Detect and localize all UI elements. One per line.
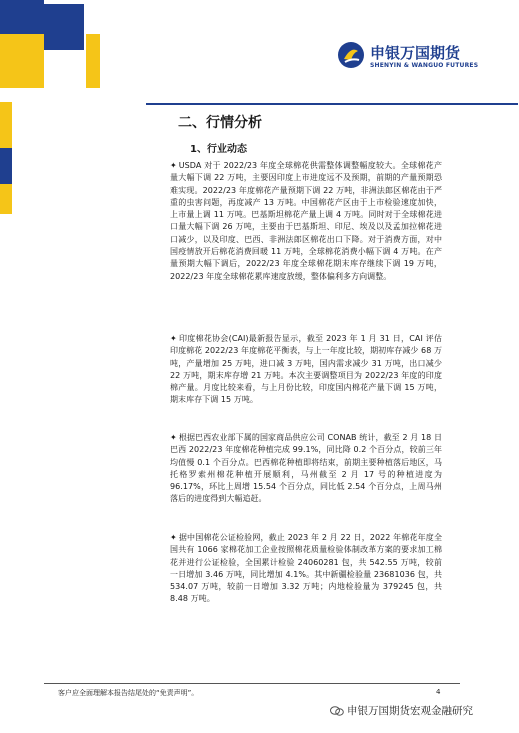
page-number: 4 (436, 688, 441, 696)
wechat-icon (330, 706, 344, 716)
paragraph-text: USDA 对于 2022/23 年度全球棉花供需整体调整幅度较大。全球棉花产量大幅下调 22 万吨，主要因印度上市进度远不及预期，前期的产量预期恐难实现。2022/23 年度棉花产量预期下调 22 万吨，非洲法郎区棉花由于严重的虫害问题，再度减产 13 万吨。中国棉花产区由于上市检验速度加快，上市量上调 11 万吨。巴基斯坦棉花产量上调 4 万吨。同时对于全球棉花进口量大幅下调 26 万吨，主要由于巴基斯坦、印尼、埃及以及孟加拉棉花进口减少，以及印度、巴西、非洲法郎区棉花出口下降。对于消费方面，对中国疫情放开后棉花消费回暖 11 万吨，全球棉花消费小幅下调 4 万吨。在产量预期大幅下调后，2022/23 年度全球棉花期末库存继续下调 19 万吨，2022/23 年度全球棉花累库速度放缓，整体偏利多方向调整。 (170, 161, 442, 281)
paragraph-brazil-conab (170, 432, 442, 506)
paragraph-india-cai (170, 333, 442, 407)
watermark (330, 703, 473, 718)
arrow-bullet-icon: ✦ (170, 161, 177, 170)
decor-blue-block (0, 0, 44, 34)
footer-disclaimer: 客户应全面理解本报告结尾处的“免责声明”。 (58, 689, 199, 697)
arrow-bullet-icon: ✦ (170, 334, 177, 343)
paragraph-text: 印度棉花协会(CAI)最新报告显示，截至 2023 年 1 月 31 日，CAI 评估印度棉花 2022/23 年度棉花平衡表，与上一年度比较，期初库存减少 68 万吨，产量增加 25 万吨，进口减 3 万吨，国内需求减少 31 万吨，出口减少 22 万吨，期末库存增 21 万吨。本次主要调整项目为 2022/23 年度的印度棉产量。月度比较来看，与上月份比较，印度国内棉花产量下调 15 万吨，期末库存下调 15 万吨。 (170, 334, 442, 405)
decor-blue-bar (44, 4, 84, 50)
decor-yellow-block (0, 34, 44, 88)
decor-yellow-side-lower (0, 184, 12, 214)
decor-yellow-strip (86, 34, 100, 88)
paragraph-china-inspection (170, 532, 442, 606)
brand-name-cn: 申银万国期货 (370, 44, 461, 62)
decor-blue-side (0, 148, 12, 184)
arrow-bullet-icon: ✦ (170, 433, 177, 442)
header-divider (146, 103, 518, 105)
brand-name-en: SHENYIN & WANGUO FUTURES (370, 62, 479, 69)
footer-divider (44, 683, 460, 684)
paragraph-text: 根据巴西农业部下属的国家商品供应公司 CONAB 统计，截至 2 月 18 日巴西 2022/23 年度棉花种植完成 99.1%，同比降 0.2 个百分点，较前三年均值慢 0.1 个百分点。巴西棉花种植即将结束，前期主要种植落后地区，马托格罗索州棉花种植开展顺利，马州截至 2 月 17 号的种植进度为 96.17%，环比上周增 15.54 个百分点，同比低 2.54 个百分点，上周马州落后的进度得到大幅追赶。 (170, 433, 442, 504)
arrow-bullet-icon: ✦ (170, 533, 177, 542)
brand-logo-icon (336, 40, 366, 70)
subsection-title: 1、行业动态 (190, 144, 247, 155)
decor-yellow-side (0, 102, 12, 148)
watermark-text: 申银万国期货宏观金融研究 (347, 705, 473, 717)
paragraph-usda (170, 160, 442, 283)
brand-logo (336, 40, 496, 80)
paragraph-text: 据中国棉花公证检验网，截止 2023 年 2 月 22 日，2022 年棉花年度全国共有 1066 家棉花加工企业按照棉花质量检验体制改革方案的要求加工棉花并进行公证检验，全国累计检验 24060281 包，共 542.55 万吨，较前一日增加 3.46 万吨，同比增加 4.1%。其中新疆检验量 23681036 包，共 534.07 万吨，较前一日增加 3.32 万吨；内地检验量为 379245 包，共 8.48 万吨。 (170, 533, 442, 604)
section-title: 二、行情分析 (178, 115, 262, 131)
